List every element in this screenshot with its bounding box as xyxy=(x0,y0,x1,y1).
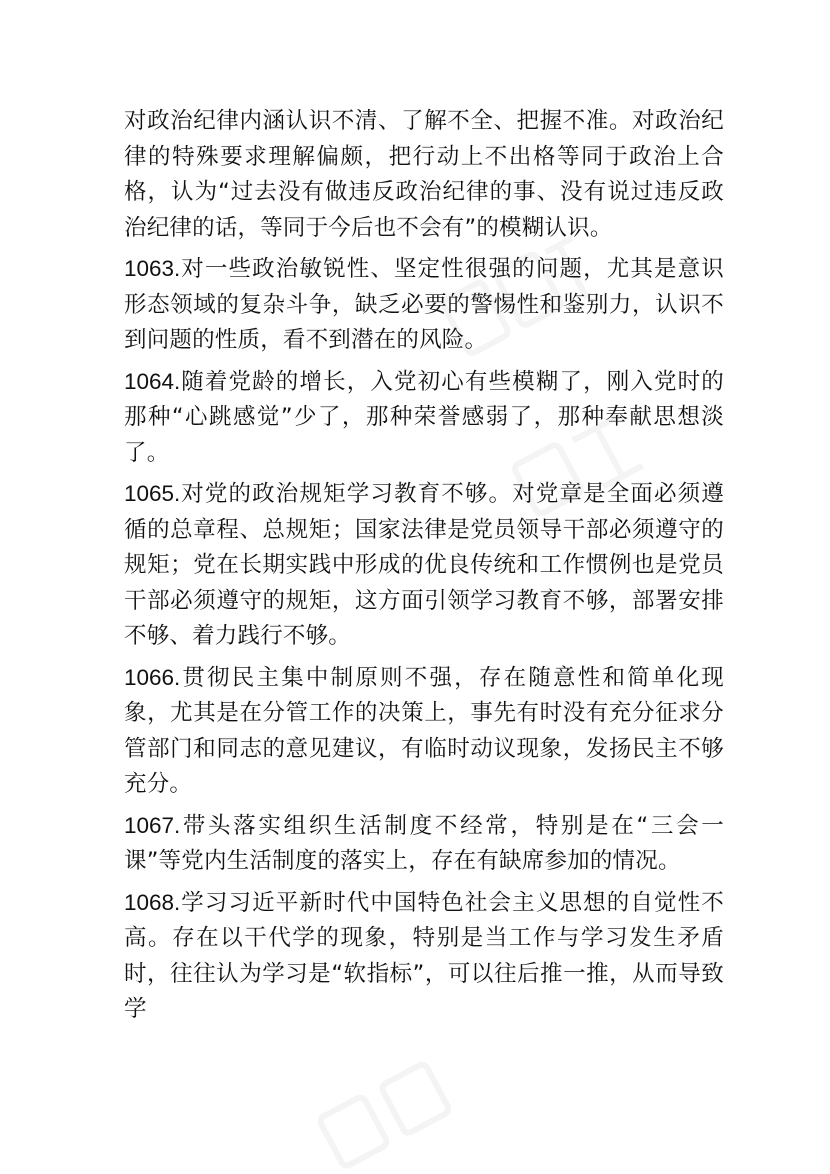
item-number: 1067. xyxy=(124,812,181,838)
document-body xyxy=(124,104,724,1028)
numbered-item xyxy=(124,660,724,803)
item-text: 对党的政治规矩学习教育不够。对党章是全面必须遵循的总章程、总规矩；国家法律是党员领导干部必须遵守的规矩；党在长期实践中形成的优良传统和工作惯例也是党员干部必须遵守的规矩，这方面引领学习教育不够，部署安排不够、着力践行不够。 xyxy=(124,481,724,649)
numbered-item xyxy=(124,364,724,472)
numbered-item xyxy=(124,885,724,1028)
numbered-item xyxy=(124,808,724,880)
item-text: 带头落实组织生活制度不经常，特别是在“三会一课”等党内生活制度的落实上，存在有缺席参加的情况。 xyxy=(124,812,724,874)
numbered-item xyxy=(124,251,724,359)
item-text: 对一些政治敏锐性、坚定性很强的问题，尤其是意识形态领域的复杂斗争，缺乏必要的警惕性和鉴别力，认识不到问题的性质，看不到潜在的风险。 xyxy=(124,256,724,353)
item-number: 1064. xyxy=(124,368,181,394)
item-number: 1063. xyxy=(124,256,181,281)
paragraph xyxy=(124,104,724,246)
numbered-item xyxy=(124,476,724,655)
paragraph-text: 对政治纪律内涵认识不清、了解不全、把握不准。对政治纪律的特殊要求理解偏颇，把行动上不出格等同于政治上合格，认为“过去没有做违反政治纪律的事、没有说过违反政治纪律的话，等同于今后也不会有”的模糊认识。 xyxy=(124,108,724,241)
item-number: 1065. xyxy=(124,481,181,506)
item-number: 1066. xyxy=(124,664,181,690)
item-text: 学习习近平新时代中国特色社会主义思想的自觉性不高。存在以干代学的现象，特别是当工作与学习发生矛盾时，往往认为学习是“软指标”，可以往后推一推，从而导致学 xyxy=(124,889,724,1022)
item-text: 贯彻民主集中制原则不强，存在随意性和简单化现象，尤其是在分管工作的决策上，事先有时没有充分征求分管部门和同志的意见建议，有临时动议现象，发扬民主不够充分。 xyxy=(124,664,724,797)
item-text: 随着党龄的增长，入党初心有些模糊了，刚入党时的那种“心跳感觉”少了，那种荣誉感弱了，那种奉献思想淡了。 xyxy=(124,368,724,466)
item-number: 1068. xyxy=(124,889,181,915)
watermark-graphic xyxy=(300,1060,480,1170)
